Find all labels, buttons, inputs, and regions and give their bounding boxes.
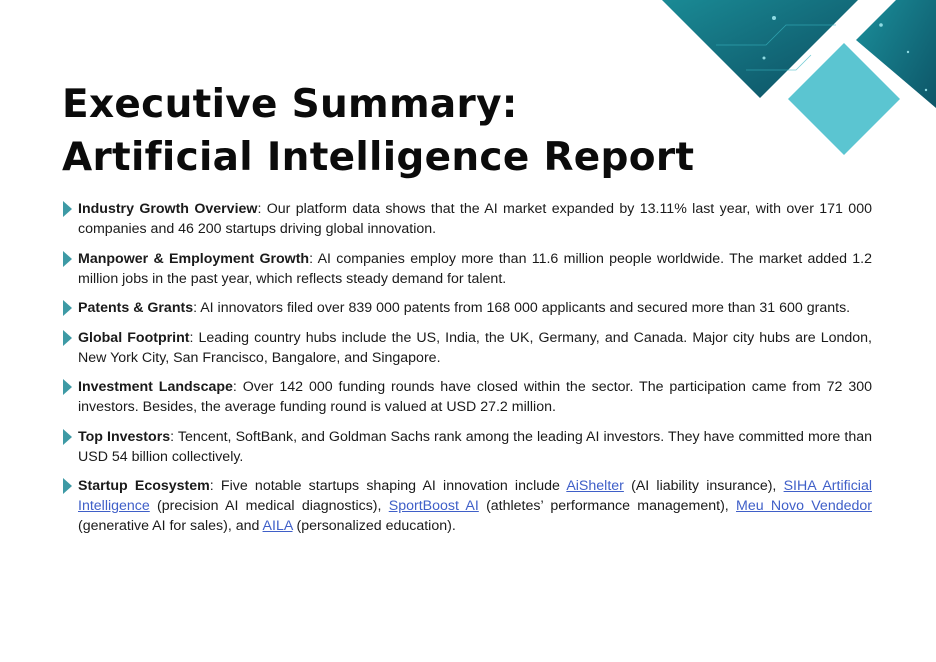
- list-item-global-footprint: [62, 328, 872, 368]
- item-text: : Tencent, SoftBank, and Goldman Sachs rank among the leading AI investors. They have committed more than USD 54 billion collectively.: [78, 428, 872, 465]
- item-label: Investment Landscape: [78, 379, 233, 395]
- item-text: : AI innovators filed over 839 000 patents from 168 000 applicants and secured more than 31 600 grants.: [193, 300, 851, 316]
- item-label: Manpower & Employment Growth: [78, 250, 310, 267]
- triangle-bullet-icon: [63, 429, 72, 445]
- link-sportboost-ai[interactable]: SportBoost AI: [388, 498, 479, 514]
- title-line-2: Artificial Intelligence Report: [62, 135, 695, 180]
- link-description: (AI liability insurance),: [623, 478, 784, 494]
- link-meu-novo-vendedor[interactable]: Meu Novo Vendedor: [736, 498, 872, 514]
- item-label: Startup Ecosystem: [78, 478, 210, 494]
- page-title: [62, 78, 694, 184]
- link-description: (personalized education).: [292, 518, 456, 534]
- list-item-top-investors: [62, 427, 872, 467]
- item-text: : Five notable startups shaping AI innovation include: [209, 478, 567, 494]
- link-siha-artificial-intelligence[interactable]: SIHA Artificial Intelligence: [78, 478, 872, 514]
- list-item-manpower: [62, 249, 872, 289]
- summary-list: [62, 199, 872, 546]
- list-item-industry-growth: [62, 199, 872, 239]
- link-description: (precision AI medical diagnostics),: [149, 498, 389, 514]
- list-item-patents: [62, 298, 872, 318]
- item-label: Industry Growth Overview: [78, 201, 258, 217]
- item-text: : AI companies employ more than 11.6 million people worldwide. The market added 1.2 million jobs in the past year, which reflects steady demand for talent.: [78, 250, 872, 287]
- triangle-bullet-icon: [63, 300, 72, 316]
- title-line-1: Executive Summary:: [62, 82, 518, 127]
- link-description: (generative AI for sales), and: [78, 518, 263, 534]
- item-text: : Leading country hubs include the US, India, the UK, Germany, and Canada. Major city hubs are London, New York City, San Francisco, Bangalore, and Singapore.: [78, 329, 872, 366]
- list-item-investment: [62, 377, 872, 417]
- triangle-bullet-icon: [63, 201, 72, 217]
- triangle-bullet-icon: [63, 330, 72, 346]
- item-label: Top Investors: [78, 428, 171, 445]
- item-label: Patents & Grants: [78, 300, 194, 316]
- item-text: : Our platform data shows that the AI market expanded by 13.11% last year, with over 171 000 companies and 46 200 startups driving global innovation.: [78, 201, 872, 237]
- link-aishelter[interactable]: AiShelter: [566, 478, 624, 494]
- triangle-bullet-icon: [63, 478, 72, 494]
- triangle-bullet-icon: [63, 379, 72, 395]
- triangle-bullet-icon: [63, 251, 72, 267]
- list-item-startup-ecosystem: [62, 476, 872, 536]
- item-text: : Over 142 000 funding rounds have closed within the sector. The participation came from 72 300 investors. Besides, the average funding round is valued at USD 27.2 million.: [78, 379, 872, 415]
- link-description: (athletes’ performance management),: [478, 498, 737, 514]
- link-aila[interactable]: AILA: [262, 518, 293, 534]
- item-label: Global Footprint: [78, 329, 190, 346]
